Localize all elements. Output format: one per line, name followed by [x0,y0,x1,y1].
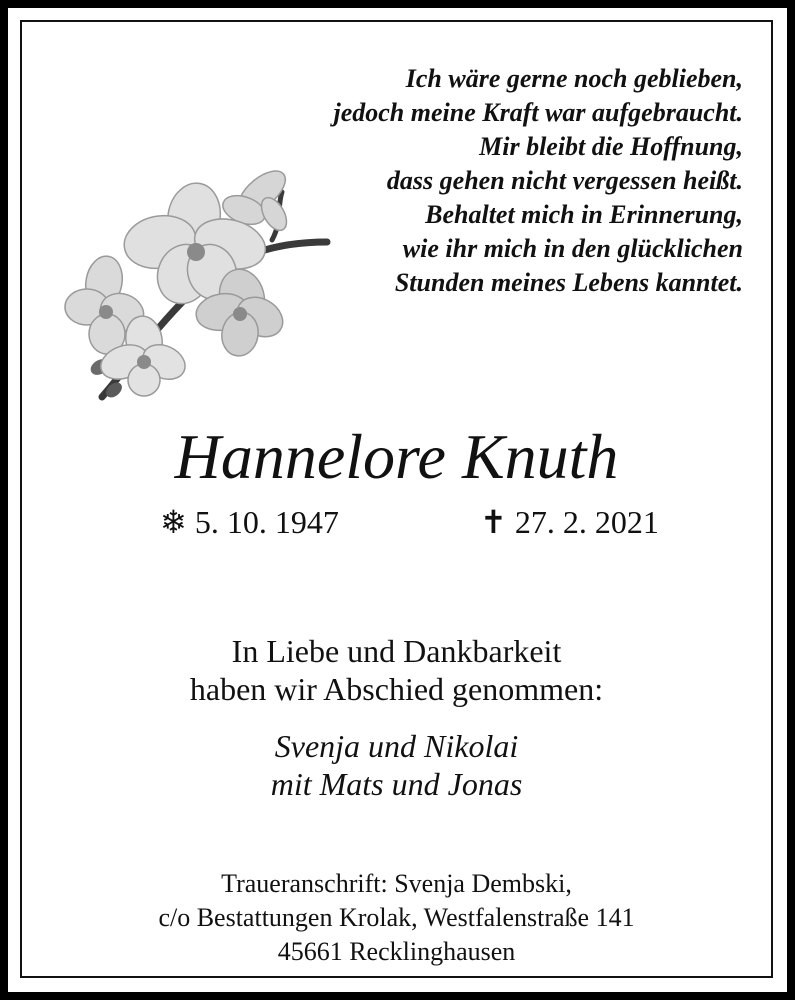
address-line: 45661 Recklinghausen [277,937,516,966]
cross-icon: ✝ [480,504,507,540]
message-line: In Liebe und Dankbarkeit [231,633,562,669]
address-line: c/o Bestattungen Krolak, Westfalenstraße 141 [158,903,635,932]
birth-date: 5. 10. 1947 [194,504,339,540]
poem-line: Stunden meines Lebens kanntet. [394,268,743,297]
poem-line: wie ihr mich in den glücklichen [402,234,743,263]
farewell-message [22,632,771,708]
poem-line: Behaltet mich in Erinnerung, [425,200,743,229]
obituary-card [8,8,787,992]
orchid-branch-icon [62,162,332,402]
family-line: Svenja und Nikolai [274,728,519,764]
message-line: haben wir Abschied genommen: [189,671,604,707]
deceased-name: Hannelore Knuth [174,421,619,492]
snowflake-icon: ❄ [160,504,187,540]
death-date: 27. 2. 2021 [514,504,659,540]
poem-line: jedoch meine Kraft war aufgebraucht. [333,98,743,127]
family-names [22,727,771,803]
poem-line: dass gehen nicht vergessen heißt. [386,166,743,195]
death-date-group [480,502,659,542]
address-line: Traueranschrift: Svenja Dembski, [221,869,572,898]
birth-date-group [160,502,339,542]
mourning-address [22,867,771,969]
poem-line: Mir bleibt die Hoffnung, [479,132,743,161]
poem-line: Ich wäre gerne noch geblieben, [405,64,743,93]
inner-border [20,20,773,978]
family-line: mit Mats und Jonas [270,766,523,802]
